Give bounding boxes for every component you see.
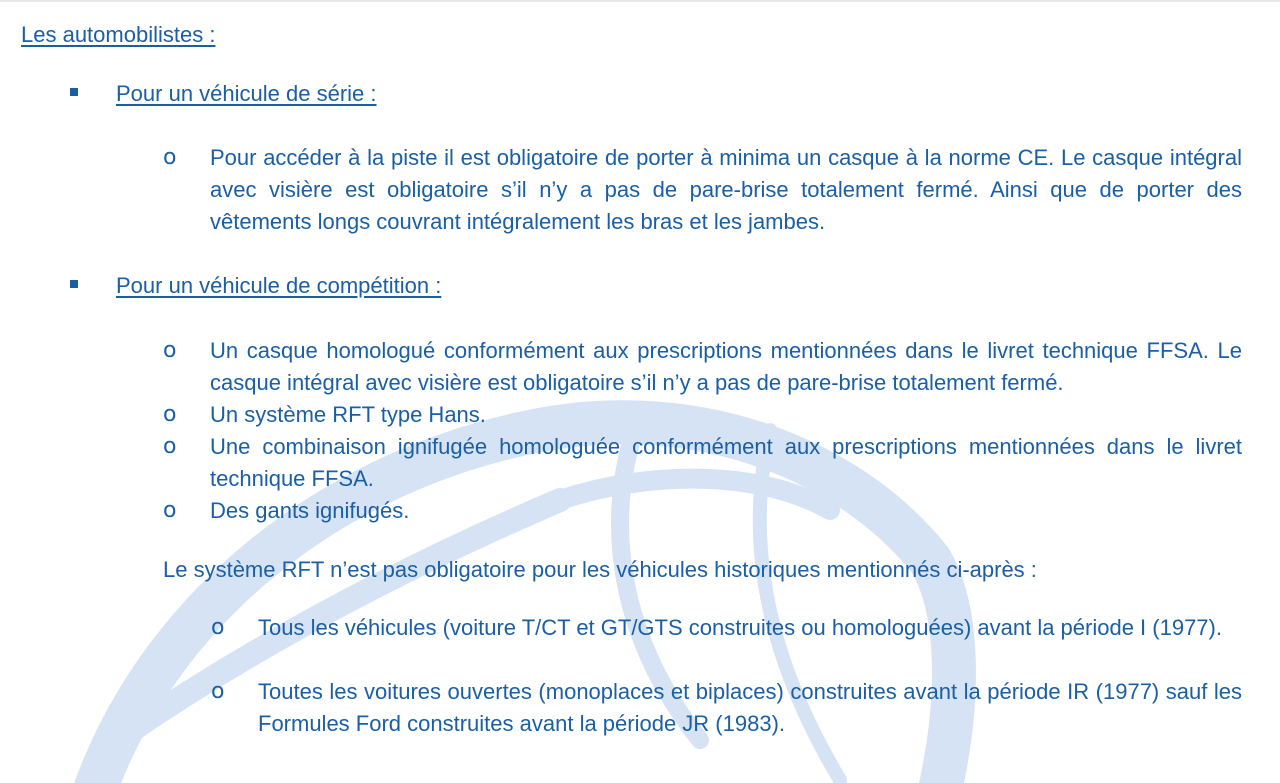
square-bullet-1 bbox=[70, 88, 78, 96]
historic-item-1: Tous les véhicules (voiture T/CT et GT/GTS construites ou homologuées) avant la période I (1977). bbox=[258, 615, 1222, 640]
section-title-serie: Pour un véhicule de série : bbox=[116, 81, 377, 106]
rft-note: Le système RFT n’est pas obligatoire pour les véhicules historiques mentionnés ci-après : bbox=[163, 557, 1037, 582]
section-title-competition: Pour un véhicule de compétition : bbox=[116, 273, 442, 298]
list-item-competition-4: Des gants ignifugés. bbox=[210, 498, 410, 523]
list-item-competition-1: Un casque homologué conformément aux prescriptions mentionnées dans le livret technique FFSA. Le casque intégral avec visière est obligatoire s’il n’y a pas de pare-brise totalement fermé. bbox=[210, 338, 1242, 395]
top-border bbox=[0, 0, 1280, 2]
circle-bullet: o bbox=[163, 145, 177, 170]
main-heading: Les automobilistes : bbox=[21, 22, 216, 47]
historic-item-2: Toutes les voitures ouvertes (monoplaces et biplaces) construites avant la période IR (1977) sauf les Formules Ford construites avant la période JR (1983). bbox=[258, 679, 1242, 736]
list-item-competition-3: Une combinaison ignifugée homologuée conformément aux prescriptions mentionnées dans le livret technique FFSA. bbox=[210, 434, 1242, 491]
circle-bullet: o bbox=[163, 498, 177, 523]
circle-bullet: o bbox=[163, 434, 177, 459]
circle-bullet: o bbox=[211, 679, 225, 704]
circle-bullet: o bbox=[211, 615, 225, 640]
circle-bullet: o bbox=[163, 338, 177, 363]
list-item-serie-1: Pour accéder à la piste il est obligatoire de porter à minima un casque à la norme CE. Le casque intégral avec visière est obligatoire s’il n’y a pas de pare-brise totalement fermé. Ainsi que de porter des vêtements longs couvrant intégralement les bras et les jambes. bbox=[210, 145, 1242, 234]
square-bullet-2 bbox=[70, 280, 78, 288]
circle-bullet: o bbox=[163, 402, 177, 427]
list-item-competition-2: Un système RFT type Hans. bbox=[210, 402, 486, 427]
